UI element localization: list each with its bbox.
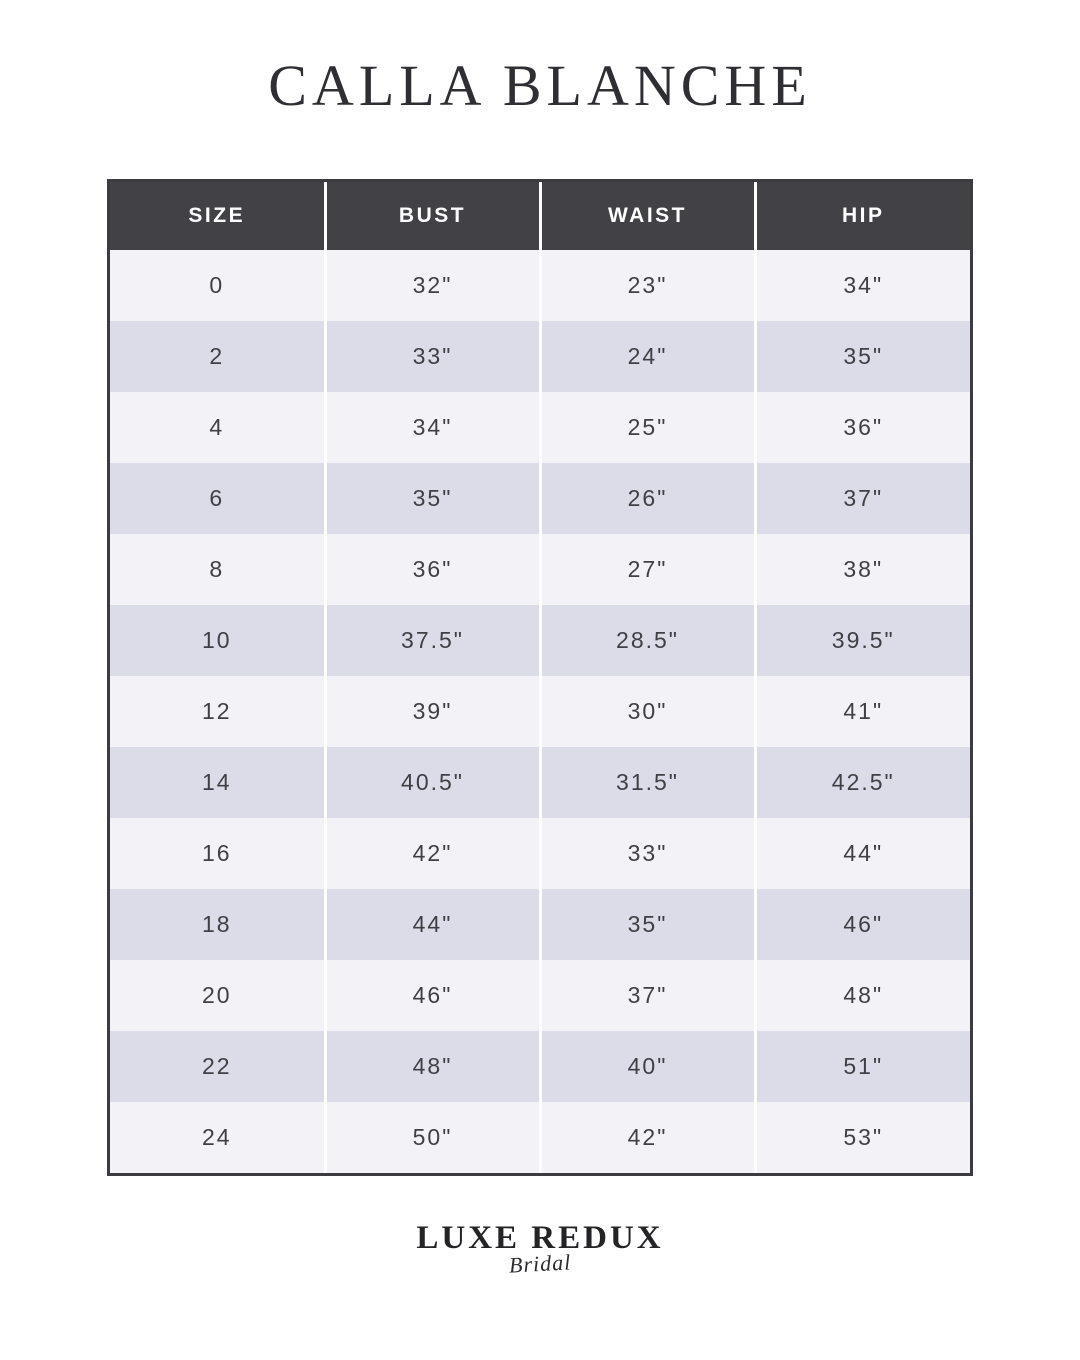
table-row <box>110 1102 970 1173</box>
table-header-row <box>110 182 970 250</box>
cell-hip: 35" <box>755 321 970 392</box>
cell-waist: 31.5" <box>540 747 755 818</box>
cell-bust: 50" <box>325 1102 540 1173</box>
column-header-waist: WAIST <box>540 182 755 250</box>
cell-size: 18 <box>110 889 325 960</box>
cell-bust: 48" <box>325 1031 540 1102</box>
column-header-bust: BUST <box>325 182 540 250</box>
cell-waist: 35" <box>540 889 755 960</box>
cell-hip: 37" <box>755 463 970 534</box>
cell-bust: 40.5" <box>325 747 540 818</box>
cell-bust: 34" <box>325 392 540 463</box>
cell-bust: 32" <box>325 250 540 321</box>
page-title: CALLA BLANCHE <box>268 53 812 118</box>
cell-bust: 33" <box>325 321 540 392</box>
cell-bust: 35" <box>325 463 540 534</box>
footer-logo <box>0 1220 1080 1277</box>
cell-waist: 23" <box>540 250 755 321</box>
cell-hip: 53" <box>755 1102 970 1173</box>
table-row <box>110 392 970 463</box>
cell-bust: 44" <box>325 889 540 960</box>
cell-waist: 24" <box>540 321 755 392</box>
size-chart-table-container <box>107 179 973 1176</box>
cell-waist: 37" <box>540 960 755 1031</box>
cell-hip: 51" <box>755 1031 970 1102</box>
table-header <box>110 182 970 250</box>
footer-logo-main: LUXE REDUX <box>416 1220 664 1256</box>
cell-bust: 42" <box>325 818 540 889</box>
cell-waist: 42" <box>540 1102 755 1173</box>
cell-hip: 41" <box>755 676 970 747</box>
cell-waist: 40" <box>540 1031 755 1102</box>
table-row <box>110 676 970 747</box>
cell-size: 16 <box>110 818 325 889</box>
cell-hip: 38" <box>755 534 970 605</box>
footer-logo-script: Bridal <box>508 1249 572 1278</box>
size-chart-table <box>110 182 970 1173</box>
cell-waist: 30" <box>540 676 755 747</box>
table-row <box>110 1031 970 1102</box>
cell-size: 2 <box>110 321 325 392</box>
table-row <box>110 534 970 605</box>
column-header-hip: HIP <box>755 182 970 250</box>
cell-size: 6 <box>110 463 325 534</box>
cell-size: 0 <box>110 250 325 321</box>
table-row <box>110 250 970 321</box>
cell-size: 14 <box>110 747 325 818</box>
cell-size: 22 <box>110 1031 325 1102</box>
cell-size: 4 <box>110 392 325 463</box>
table-row <box>110 960 970 1031</box>
cell-waist: 25" <box>540 392 755 463</box>
cell-bust: 37.5" <box>325 605 540 676</box>
cell-waist: 26" <box>540 463 755 534</box>
cell-bust: 46" <box>325 960 540 1031</box>
cell-size: 24 <box>110 1102 325 1173</box>
table-row <box>110 605 970 676</box>
column-header-size: SIZE <box>110 182 325 250</box>
cell-waist: 28.5" <box>540 605 755 676</box>
cell-hip: 44" <box>755 818 970 889</box>
table-row <box>110 818 970 889</box>
cell-waist: 33" <box>540 818 755 889</box>
cell-bust: 36" <box>325 534 540 605</box>
table-row <box>110 889 970 960</box>
cell-hip: 48" <box>755 960 970 1031</box>
cell-hip: 36" <box>755 392 970 463</box>
cell-size: 10 <box>110 605 325 676</box>
table-row <box>110 747 970 818</box>
cell-waist: 27" <box>540 534 755 605</box>
cell-size: 20 <box>110 960 325 1031</box>
cell-hip: 34" <box>755 250 970 321</box>
table-row <box>110 463 970 534</box>
cell-hip: 46" <box>755 889 970 960</box>
cell-bust: 39" <box>325 676 540 747</box>
cell-size: 12 <box>110 676 325 747</box>
table-body <box>110 250 970 1173</box>
cell-hip: 42.5" <box>755 747 970 818</box>
cell-hip: 39.5" <box>755 605 970 676</box>
table-row <box>110 321 970 392</box>
cell-size: 8 <box>110 534 325 605</box>
